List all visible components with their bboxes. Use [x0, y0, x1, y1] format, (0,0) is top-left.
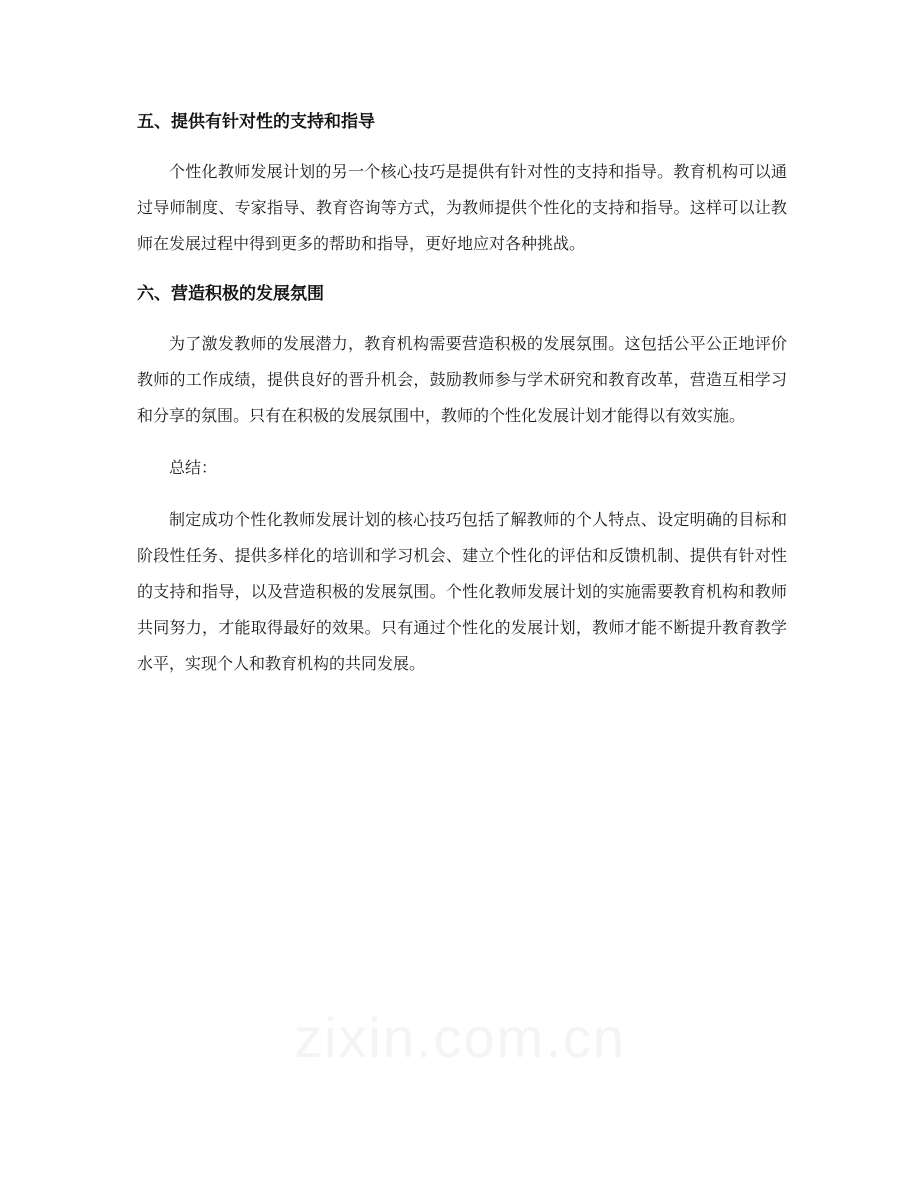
section-6-paragraph: 为了激发教师的发展潜力，教育机构需要营造积极的发展氛围。这包括公平公正地评价教师的工作成绩，提供良好的晋升机会，鼓励教师参与学术研究和教育改革，营造互相学习和分享的氛围。只有在积极的发展氛围中，教师的个性化发展计划才能得以有效实施。	[137, 334, 787, 425]
section-6-heading: 六、营造积极的发展氛围	[137, 284, 324, 304]
watermark: zixin.com.cn	[293, 1006, 627, 1069]
section-5-paragraph: 个性化教师发展计划的另一个核心技巧是提供有针对性的支持和指导。教育机构可以通过导师制度、专家指导、教育咨询等方式，为教师提供个性化的支持和指导。这样可以让教师在发展过程中得到更多的帮助和指导，更好地应对各种挑战。	[137, 162, 787, 253]
summary-label: 总结：	[169, 458, 218, 477]
summary-paragraph: 制定成功个性化教师发展计划的核心技巧包括了解教师的个人特点、设定明确的目标和阶段性任务、提供多样化的培训和学习机会、建立个性化的评估和反馈机制、提供有针对性的支持和指导，以及营造积极的发展氛围。个性化教师发展计划的实施需要教育机构和教师共同努力，才能取得最好的效果。只有通过个性化的发展计划，教师才能不断提升教育教学水平，实现个人和教育机构的共同发展。	[137, 510, 787, 673]
document-content	[137, 106, 787, 698]
section-5-heading: 五、提供有针对性的支持和指导	[137, 112, 375, 132]
